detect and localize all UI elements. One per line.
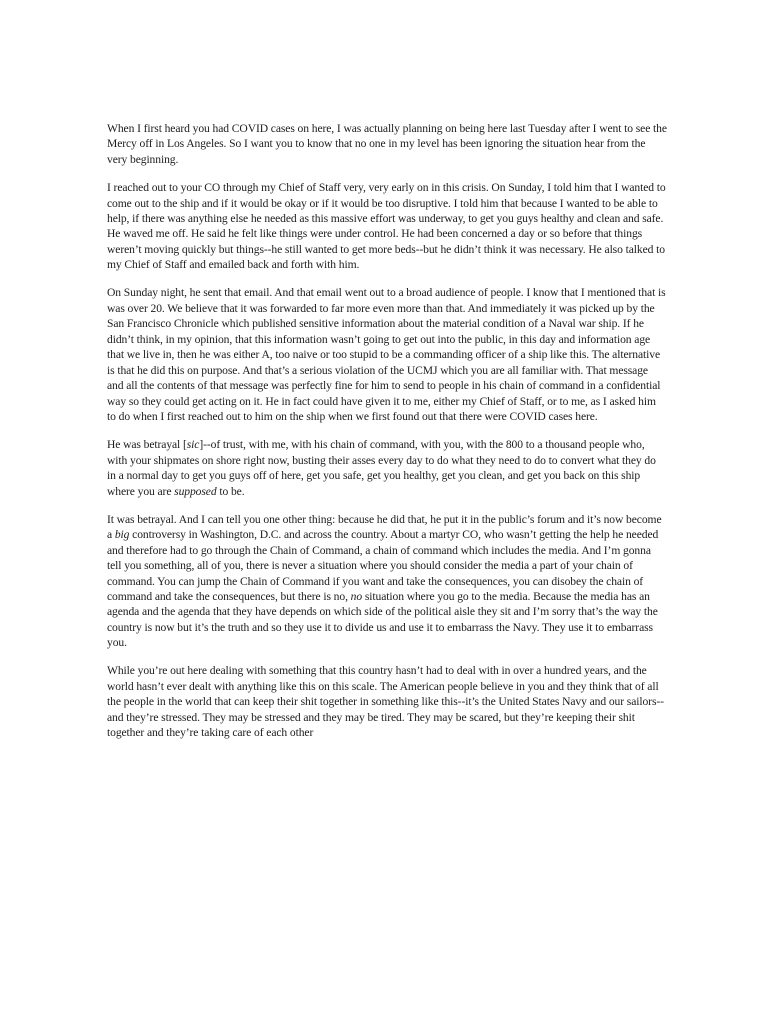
paragraph-4 [107, 437, 667, 499]
paragraph-text: to be. [216, 484, 245, 498]
paragraph-5 [107, 512, 667, 651]
paragraph-text: controversy in Washington, D.C. and across the country. About a martyr CO, who wasn’t getting the help he needed and therefore had to go through the Chain of Command, a chain of command which includes the media. And I’m gonna tell you something, all of you, there is never a situation where you should consider the media a part of your chain of command. You can jump the Chain of Command if you want and take the consequences, you can disobey the chain of command and take the consequences, but there is no, [107, 528, 659, 603]
paragraph-2 [107, 180, 667, 273]
italic-text: supposed [174, 484, 217, 498]
paragraph-3 [107, 285, 667, 424]
document-body [107, 121, 667, 753]
paragraph-text: He was betrayal [ [107, 438, 187, 452]
paragraph-text: While you’re out here dealing with something that this country hasn’t had to deal with in over a hundred years, and the world hasn’t ever dealt with anything like this on this scale. The American people believe in you and they think that of all the people in the world that can keep their shit together in something like this--it’s the United States Navy and our sailors--and they’re stressed. They may be stressed and they may be tired. They may be scared, but they’re keeping their shit together and they’re taking care of each other [107, 664, 664, 740]
paragraph-text: ]--of trust, with me, with his chain of command, with you, with the 800 to a thousand people who, with your shipmates on shore right now, busting their asses every day to do what they need to do to convert what they do in a normal day to get you guys off of here, get you safe, get you healthy, get you clean, and get you back on this ship where you are [107, 438, 656, 498]
paragraph-1 [107, 121, 667, 167]
paragraph-text: It was betrayal. And I can tell you one other thing: because he did that, he put it in the public’s forum and it’s now become a [107, 512, 662, 542]
paragraph-text: When I first heard you had COVID cases on here, I was actually planning on being here last Tuesday after I went to see the Mercy off in Los Angeles. So I want you to know that no one in my level has been ignoring the situation hear from the very beginning. [107, 122, 667, 166]
paragraph-text: On Sunday night, he sent that email. And that email went out to a broad audience of people. I know that I mentioned that is was over 20. We believe that it was forwarded to far more even more than that. And immediately it was picked up by the San Francisco Chronicle which published sensitive information about the material condition of a Naval war ship. If he didn’t think, in my opinion, that this information wasn’t going to get out into the public, in this day and information age that we live in, then he was either A, too naive or too stupid to be a commanding officer of a ship like this. The alternative is that he did this on purpose. And that’s a serious violation of the UCMJ which you are all familiar with. That message and all the contents of that message was perfectly fine for him to send to people in his chain of command in a confidential way so they could get acting on it. He in fact could have given it to me, either my Chief of Staff, or to me, as I asked him to do when I first reached out to him on the ship when we first found out that there were COVID cases here. [107, 286, 666, 424]
italic-text: sic [186, 438, 200, 452]
italic-text: big [114, 528, 130, 542]
paragraph-6 [107, 663, 667, 740]
paragraph-text: I reached out to your CO through my Chief of Staff very, very early on in this crisis. On Sunday, I told him that I wanted to come out to the ship and if it would be okay or if it would be too disruptive. I told him that because I wanted to be able to help, if there was anything else he needed as this massive effort was underway, to get you guys healthy and clean and safe. He waved me off. He said he felt like things were under control. He had been concerned a day or so before that things weren’t moving quickly but things--he still wanted to get more beds--but he didn’t think it was necessary. He also talked to my Chief of Staff and emailed back and forth with him. [107, 181, 666, 272]
italic-text: no [350, 589, 363, 603]
paragraph-text: situation where you go to the media. Because the media has an agenda and the agenda that they have depends on which side of the political aisle they sit and I’m sorry that’s the way the country is now but it’s the truth and so they use it to divide us and use it to embarrass the Navy. They use it to embarrass you. [107, 589, 658, 650]
